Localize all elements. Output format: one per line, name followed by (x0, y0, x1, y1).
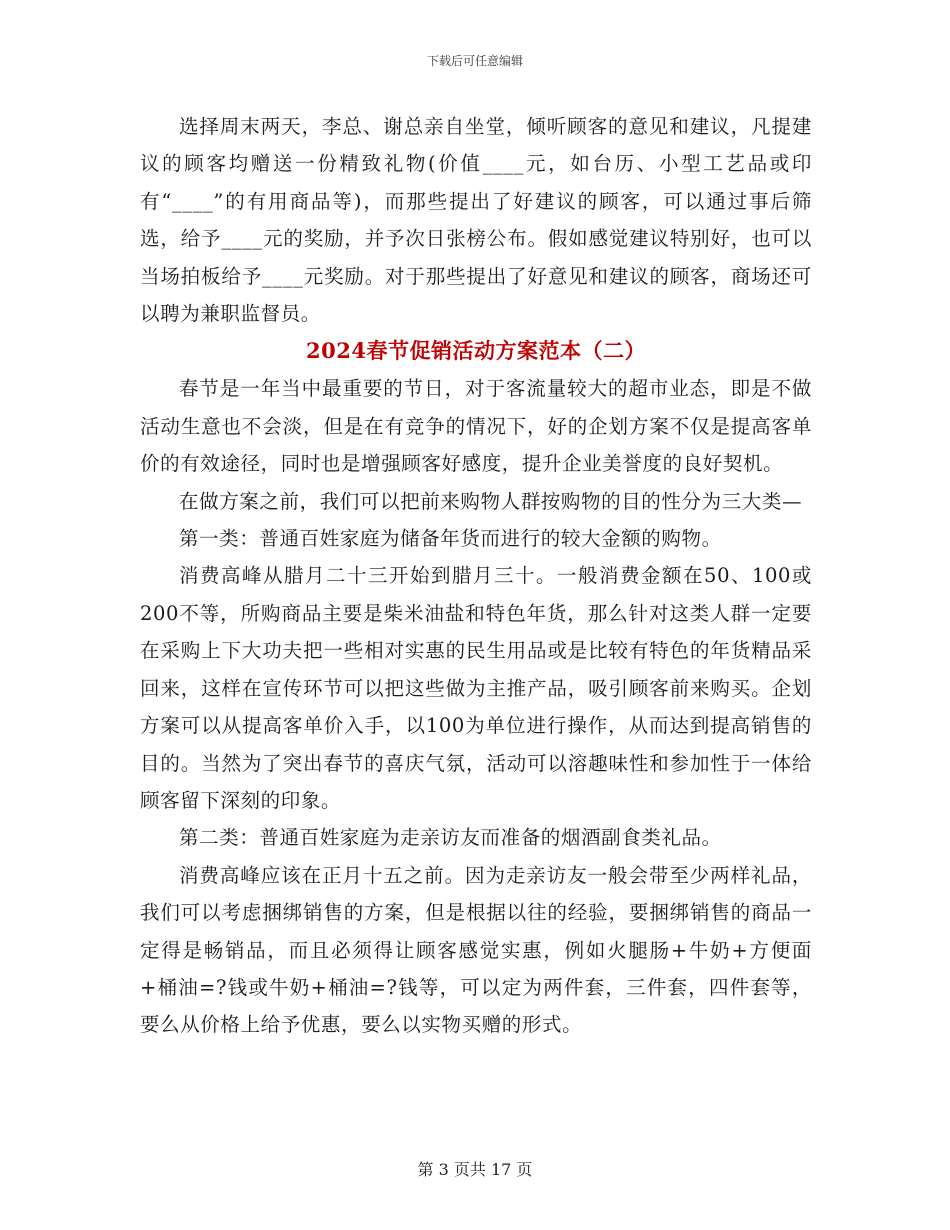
document-body (140, 108, 812, 1044)
section-title: 2024春节促销活动方案范本（二） (306, 338, 646, 364)
paragraph-categories: 在做方案之前，我们可以把前来购物人群按购物的目的性分为三大类— (179, 489, 803, 513)
page-footer: 第 3 页共 17 页 (417, 1160, 533, 1179)
page-header: 下载后可任意编辑 (426, 54, 523, 68)
paragraph-suggestions: 选择周末两天，李总、谢总亲自坐堂，倾听顾客的意见和建议，凡提建议的顾客均赠送一份精致礼物(价值____元，如台历、小型工艺品或印有“____”的有用商品等)，而那些提出了好建议的顾客，可以通过事后筛选，给予____元的奖励，并予次日张榜公布。假如感觉建议特别好，也可以当场拍板给予____元奖励。对于那些提出了好意见和建议的顾客，商场还可以聘为兼职监督员。 (140, 115, 812, 326)
paragraph-category-two-detail: 消费高峰应该在正月十五之前。因为走亲访友一般会带至少两样礼品，我们可以考虑捆绑销售的方案，但是根据以往的经验，要捆绑销售的商品一定得是畅销品，而且必须得让顾客感觉实惠，例如火腿肠+牛奶+方便面+桶油=?钱或牛奶+桶油=?钱等，可以定为两件套，三件套，四件套等，要么从价格上给予优惠，要么以实物买赠的形式。 (140, 863, 812, 1037)
paragraph-category-one: 第一类：普通百姓家庭为储备年货而进行的较大金额的购物。 (179, 527, 722, 551)
paragraph-intro: 春节是一年当中最重要的节日，对于客流量较大的超市业态，即是不做活动生意也不会淡，但是在有竞争的情况下，好的企划方案不仅是提高客单价的有效途径，同时也是增强顾客好感度，提升企业美誉度的良好契机。 (140, 377, 812, 476)
paragraph-category-one-detail: 消费高峰从腊月二十三开始到腊月三十。一般消费金额在50、100或200不等，所购商品主要是柴米油盐和特色年货，那么针对这类人群一定要在采购上下大功夫把一些相对实惠的民生用品或是比较有特色的年货精品采回来，这样在宣传环节可以把这些做为主推产品，吸引顾客前来购买。企划方案可以从提高客单价入手，以100为单位进行操作，从而达到提高销售的目的。当然为了突出春节的喜庆气氛，活动可以溶趣味性和参加性于一体给顾客留下深刻的印象。 (140, 564, 812, 812)
paragraph-category-two: 第二类：普通百姓家庭为走亲访友而准备的烟酒副食类礼品。 (179, 826, 722, 850)
